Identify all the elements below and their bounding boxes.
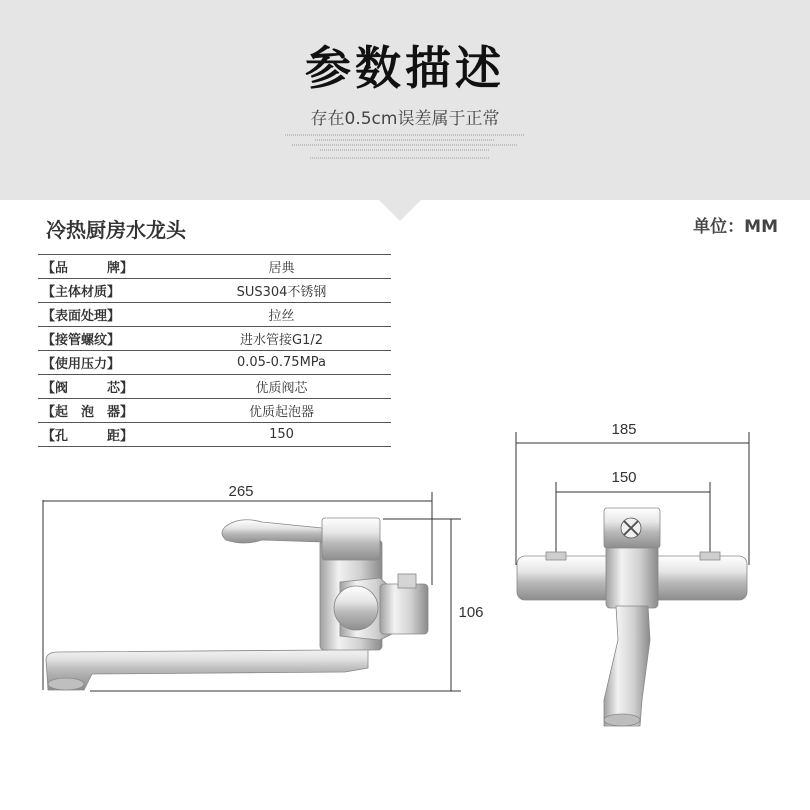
spec-value: 优质起泡器 — [172, 399, 391, 423]
spec-value: 拉丝 — [172, 303, 391, 327]
spec-value: 0.05-0.75MPa — [172, 351, 391, 375]
spec-key: 【使用压力】 — [38, 351, 172, 375]
side-length-dim: 265 — [228, 483, 254, 500]
faucet-side-view — [46, 518, 428, 690]
spec-key: 【孔 距】 — [38, 423, 172, 447]
spec-value: 150 — [172, 423, 391, 447]
front-width-dim: 185 — [611, 421, 637, 438]
page-title: 参数描述 — [305, 41, 505, 95]
spec-value: SUS304不锈钢 — [172, 279, 391, 303]
faucet-front-view — [517, 508, 747, 726]
spec-key: 【阀 芯】 — [38, 375, 172, 399]
spec-value: 进水管接G1/2 — [172, 327, 391, 351]
spec-key: 【主体材质】 — [38, 279, 172, 303]
spec-key: 【品 牌】 — [38, 255, 172, 279]
unit-label: 单位：MM — [693, 217, 778, 237]
side-height-dim: 106 — [458, 604, 484, 621]
spec-value: 居典 — [172, 255, 391, 279]
spec-key: 【接管螺纹】 — [38, 327, 172, 351]
spec-key: 【起 泡 器】 — [38, 399, 172, 423]
page-subtitle: 存在0.5cm误差属于正常 — [310, 109, 500, 129]
spec-key: 【表面处理】 — [38, 303, 172, 327]
hole-spacing-dim: 150 — [611, 469, 637, 486]
spec-value: 优质阀芯 — [172, 375, 391, 399]
product-name: 冷热厨房水龙头 — [46, 218, 186, 242]
